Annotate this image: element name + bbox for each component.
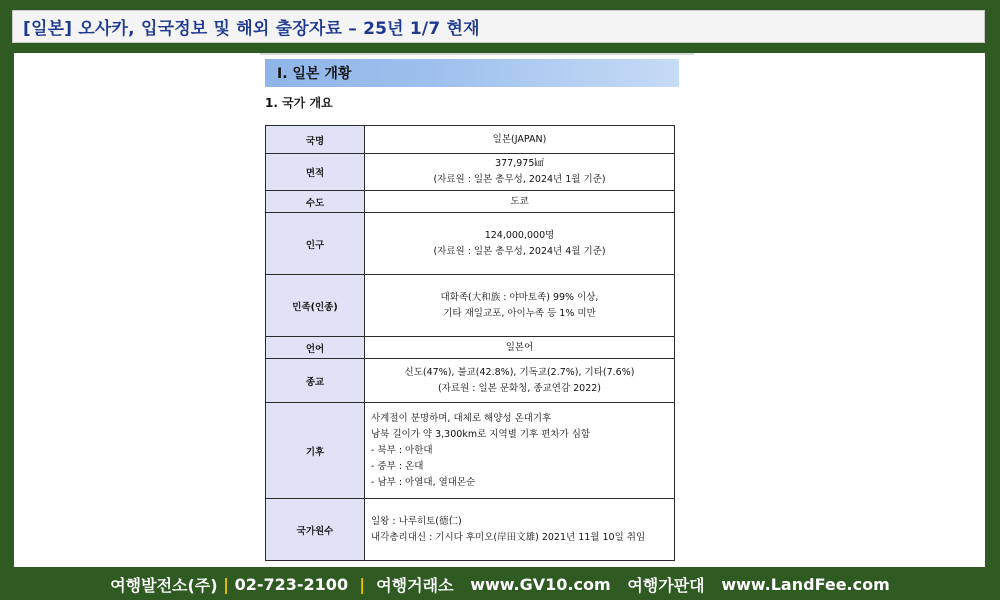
value-line: 377,975㎢ <box>495 158 544 169</box>
value-line: 124,000,000명 <box>484 229 555 241</box>
value-line: - 남부 : 아열대, 열대몬순 <box>371 476 476 488</box>
value-line: (자료원 : 일본 문화청, 종교연감 2022) <box>437 382 602 394</box>
row-value <box>365 213 675 275</box>
value-line: 신도(47%), 불교(42.8%), 기독교(2.7%), 기타(7.6%) <box>404 366 635 378</box>
footer-site1-name: 여행거래소 <box>376 575 454 595</box>
table-row <box>266 403 675 499</box>
row-value <box>365 154 675 191</box>
table-row <box>266 213 675 275</box>
table-row <box>266 499 675 561</box>
sub-heading: 1. 국가 개요 <box>265 96 333 110</box>
country-overview-table <box>265 125 675 561</box>
row-label: 민족(인종) <box>266 275 365 337</box>
value-line: (자료원 : 일본 총무성, 2024년 1월 기준) <box>433 174 606 185</box>
row-value <box>365 126 675 154</box>
footer-separator: | <box>359 574 366 594</box>
value-line: 남북 길이가 약 3,300km로 지역별 기후 편차가 심함 <box>371 428 591 440</box>
table-row <box>266 337 675 359</box>
row-value <box>365 499 675 561</box>
row-label: 기후 <box>266 403 365 499</box>
value-line: 일본어 <box>505 341 534 353</box>
table-row <box>266 126 675 154</box>
footer-separator: | <box>223 574 230 594</box>
row-value <box>365 191 675 213</box>
row-value <box>365 275 675 337</box>
value-line: 기타 재일교포, 아이누족 등 1% 미만 <box>443 307 596 319</box>
value-line: 일본(JAPAN) <box>492 133 547 145</box>
row-value <box>365 337 675 359</box>
footer-site1-url[interactable]: www.GV10.com <box>470 574 611 594</box>
value-line: 대화족(大和族 : 야마토족) 99% 이상, <box>440 291 599 303</box>
value-line: 도쿄 <box>510 195 529 207</box>
table-row <box>266 191 675 213</box>
row-label: 종교 <box>266 359 365 403</box>
table-row <box>266 359 675 403</box>
row-label: 언어 <box>266 337 365 359</box>
page-title: [일본] 오사카, 입국정보 및 해외 출장자료 – 25년 1/7 현재 <box>12 10 985 43</box>
value-line: 일왕 : 나루히토(德仁) <box>371 515 462 527</box>
row-value <box>365 359 675 403</box>
footer-site2-name: 여행가판대 <box>627 575 705 595</box>
footer-contact-bar <box>0 568 1000 600</box>
value-line: - 북부 : 아한대 <box>371 444 433 456</box>
value-line: - 중부 : 온대 <box>371 460 424 472</box>
footer-site2-url[interactable]: www.LandFee.com <box>721 574 890 594</box>
document-viewer <box>14 53 985 567</box>
row-label: 면적 <box>266 154 365 191</box>
row-value <box>365 403 675 499</box>
document-top-border <box>260 53 694 55</box>
footer-company: 여행발전소(주) <box>110 575 218 595</box>
table-row <box>266 275 675 337</box>
row-label: 인구 <box>266 213 365 275</box>
value-line: (자료원 : 일본 총무성, 2024년 4월 기준) <box>433 245 606 257</box>
value-line: 사계절이 분명하며, 대체로 해양성 온대기후 <box>371 412 552 424</box>
row-label: 국명 <box>266 126 365 154</box>
footer-phone: 02-723-2100 <box>234 574 349 594</box>
table-row <box>266 154 675 191</box>
row-label: 국가원수 <box>266 499 365 561</box>
value-line: 내각총리대신 : 기시다 후미오(岸田文雄) 2021년 11월 10일 취임 <box>371 531 646 543</box>
section-header: Ⅰ. 일본 개황 <box>265 59 679 87</box>
row-label: 수도 <box>266 191 365 213</box>
